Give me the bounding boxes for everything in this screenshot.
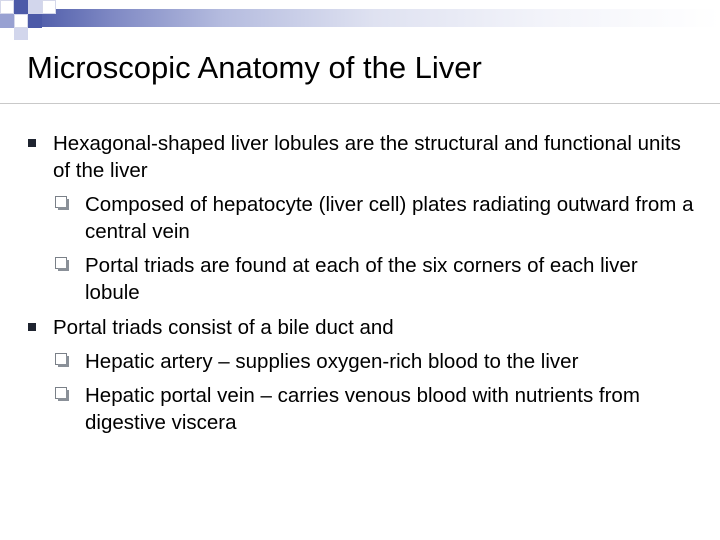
bullet-text: Portal triads consist of a bile duct and	[53, 316, 394, 339]
deco-square	[14, 28, 28, 40]
square-bullet-icon	[28, 323, 36, 331]
sub-bullet-text: Hepatic artery – supplies oxygen-rich blood to the liver	[85, 350, 579, 373]
sub-bullet-item	[0, 382, 695, 436]
bullet-item	[0, 130, 693, 306]
deco-square	[14, 14, 28, 28]
sub-bullet-item	[0, 191, 695, 245]
square-bullet-icon	[28, 139, 36, 147]
sub-bullet-item	[0, 348, 695, 375]
sub-bullet-text: Composed of hepatocyte (liver cell) plates radiating outward from a central vein	[85, 193, 694, 243]
checkbox-bullet-icon	[55, 353, 67, 365]
sub-bullet-text: Portal triads are found at each of the six corners of each liver lobule	[85, 254, 638, 304]
sub-bullet-item	[0, 252, 695, 306]
bullet-text: Hexagonal-shaped liver lobules are the structural and functional units of the liver	[53, 132, 681, 182]
sub-bullet-text: Hepatic portal vein – carries venous blood with nutrients from digestive viscera	[85, 384, 640, 434]
header-gradient-bar	[30, 9, 720, 27]
checkbox-bullet-icon	[55, 257, 67, 269]
slide-content	[0, 130, 720, 444]
deco-square	[14, 0, 28, 14]
checkbox-bullet-icon	[55, 387, 67, 399]
title-divider	[0, 103, 720, 104]
deco-square	[0, 14, 14, 28]
header-decoration	[0, 0, 720, 40]
deco-square	[28, 0, 42, 14]
checkbox-bullet-icon	[55, 196, 67, 208]
deco-square	[0, 0, 14, 14]
bullet-item	[0, 314, 693, 436]
deco-square	[42, 0, 56, 14]
deco-square	[28, 14, 42, 28]
slide-title: Microscopic Anatomy of the Liver	[27, 50, 482, 85]
